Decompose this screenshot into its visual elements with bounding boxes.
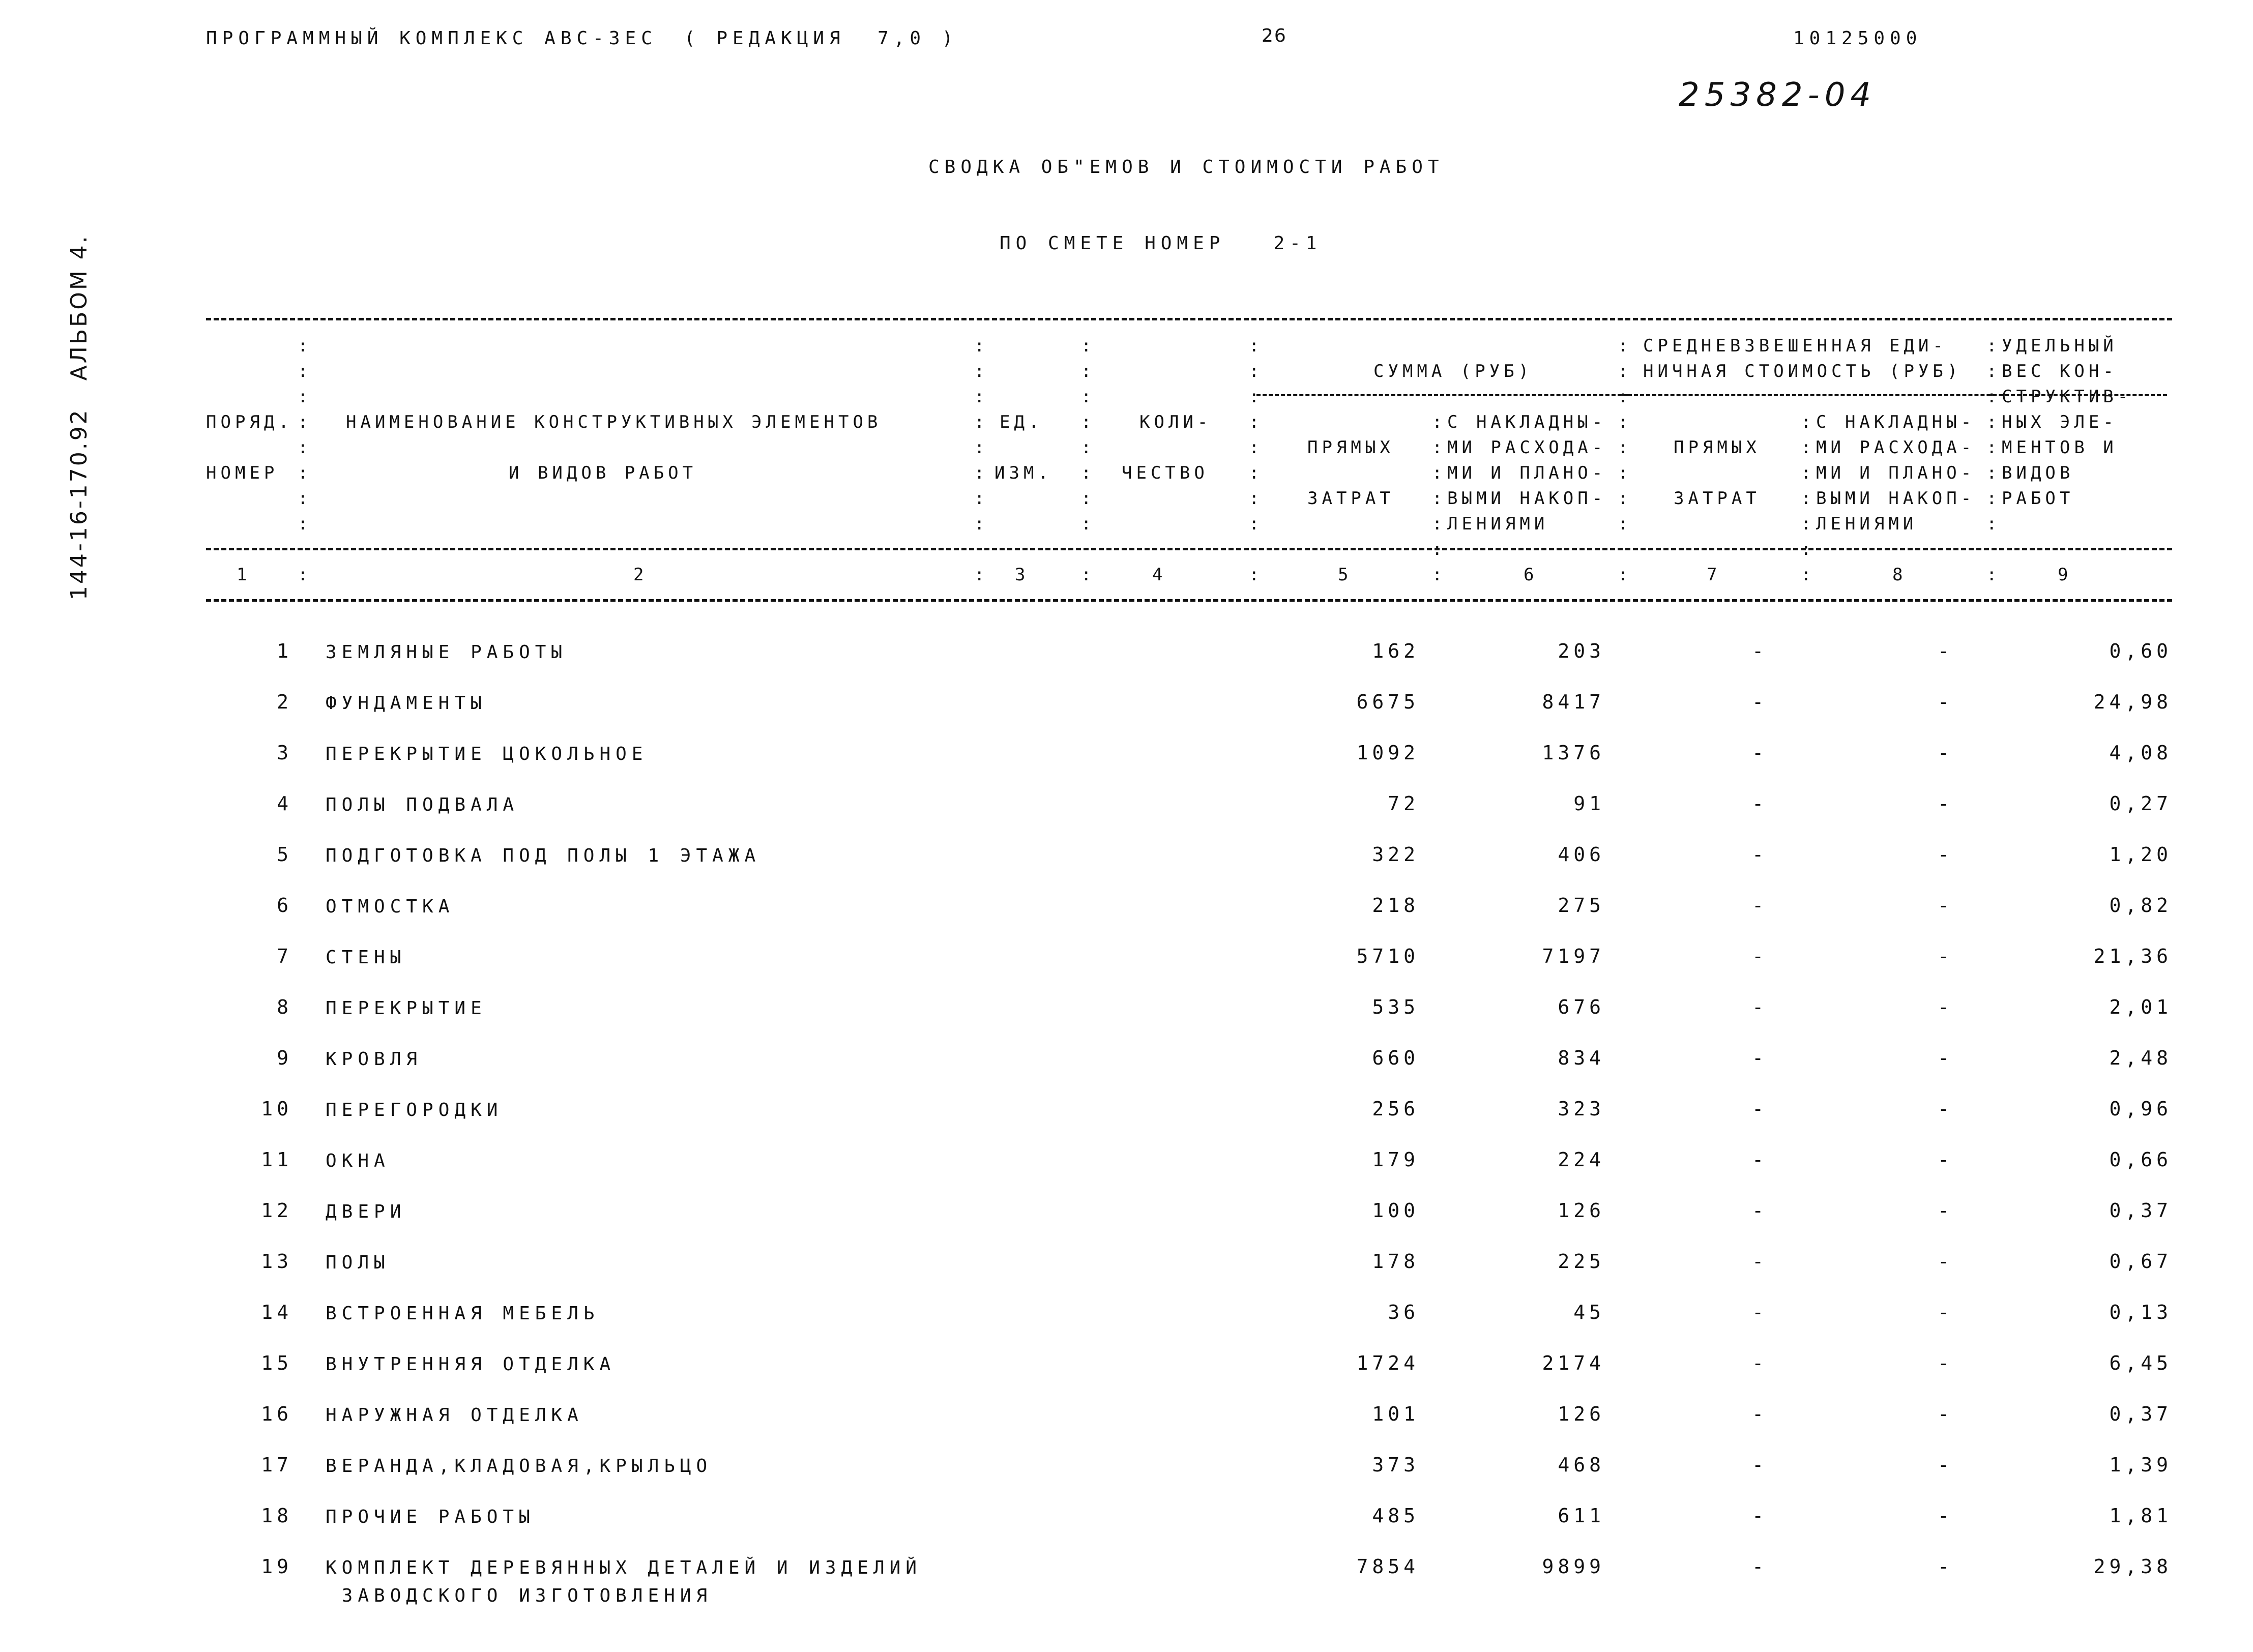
row-avg-overhead: -: [1938, 996, 1953, 1018]
col8-header-line2: МИ РАСХОДА-: [1816, 437, 1976, 458]
row-direct-cost: 256: [1372, 1098, 1419, 1120]
row-number: 5: [277, 843, 292, 866]
col9-header-line6: ВИДОВ: [2002, 463, 2074, 483]
row-overhead-cost: 7197: [1542, 945, 1605, 967]
row-name: ПОЛЫ: [326, 1252, 390, 1273]
row-avg-overhead: -: [1938, 1199, 1953, 1222]
col-separator: :: [1986, 565, 1997, 585]
row-direct-cost: 1092: [1356, 742, 1419, 764]
row-number: 14: [261, 1301, 292, 1323]
row-direct-cost: 179: [1372, 1148, 1419, 1171]
row-avg-direct: -: [1752, 1301, 1768, 1323]
row-avg-overhead: -: [1938, 1555, 1953, 1578]
document-subtitle: ПО СМЕТЕ НОМЕР 2-1: [1000, 233, 1322, 254]
row-name: СТЕНЫ: [326, 947, 406, 968]
row-share: 0,37: [2109, 1403, 2172, 1425]
row-direct-cost: 322: [1372, 843, 1419, 866]
row-direct-cost: 72: [1388, 792, 1419, 815]
col-separator: : : : : : : : :: [1618, 336, 1628, 534]
header-bottom-rule: [206, 548, 2172, 550]
row-direct-cost: 1724: [1356, 1352, 1419, 1374]
col-separator: : : : : : : : :: [298, 336, 308, 534]
row-avg-direct: -: [1752, 742, 1768, 764]
avg-group-header-line2: НИЧНАЯ СТОИМОСТЬ (РУБ): [1643, 361, 1962, 381]
row-share: 4,08: [2109, 742, 2172, 764]
col3-header-line1: ЕД.: [1000, 412, 1043, 432]
row-share: 0,67: [2109, 1250, 2172, 1273]
col-number: 9: [2058, 565, 2072, 585]
row-share: 0,82: [2109, 894, 2172, 917]
row-share: 0,37: [2109, 1199, 2172, 1222]
row-number: 7: [277, 945, 292, 967]
col7-header-line1: ПРЯМЫХ: [1674, 437, 1761, 458]
col-separator: :: [974, 565, 985, 585]
row-name: ВЕРАНДА,КЛАДОВАЯ,КРЫЛЬЦО: [326, 1456, 713, 1477]
row-share: 2,48: [2109, 1047, 2172, 1069]
row-share: 0,60: [2109, 640, 2172, 662]
row-number: 19: [261, 1555, 292, 1578]
row-avg-overhead: -: [1938, 1148, 1953, 1171]
row-name: ПОДГОТОВКА ПОД ПОЛЫ 1 ЭТАЖА: [326, 845, 761, 866]
row-avg-direct: -: [1752, 1454, 1768, 1476]
row-avg-direct: -: [1752, 640, 1768, 662]
row-direct-cost: 178: [1372, 1250, 1419, 1273]
row-overhead-cost: 91: [1573, 792, 1605, 815]
row-name: ЗЕМЛЯНЫЕ РАБОТЫ: [326, 642, 568, 663]
row-name: КОМПЛЕКТ ДЕРЕВЯННЫХ ДЕТАЛЕЙ И ИЗДЕЛИЙ ЗАВОДСКОГО ИЗГОТОВЛЕНИЯ: [326, 1557, 922, 1606]
row-overhead-cost: 676: [1558, 996, 1605, 1018]
col-number: 5: [1338, 565, 1353, 585]
row-share: 1,81: [2109, 1504, 2172, 1527]
row-name: КРОВЛЯ: [326, 1049, 423, 1070]
sum-group-header: СУММА (РУБ): [1373, 361, 1533, 381]
row-avg-direct: -: [1752, 691, 1768, 713]
row-avg-overhead: -: [1938, 843, 1953, 866]
col8-header-line4: ВЫМИ НАКОП-: [1816, 488, 1976, 509]
row-avg-direct: -: [1752, 1403, 1768, 1425]
row-number: 15: [261, 1352, 292, 1374]
row-overhead-cost: 1376: [1542, 742, 1605, 764]
col-number: 2: [633, 565, 648, 585]
row-avg-overhead: -: [1938, 1504, 1953, 1527]
row-avg-direct: -: [1752, 843, 1768, 866]
row-direct-cost: 5710: [1356, 945, 1419, 967]
row-number: 13: [261, 1250, 292, 1273]
row-overhead-cost: 468: [1558, 1454, 1605, 1476]
row-avg-overhead: -: [1938, 691, 1953, 713]
col6-header-line1: С НАКЛАДНЫ-: [1447, 412, 1607, 432]
col2-header-line2: И ВИДОВ РАБОТ: [509, 463, 697, 483]
col4-header-line2: ЧЕСТВО: [1122, 463, 1209, 483]
row-avg-overhead: -: [1938, 1301, 1953, 1323]
col9-header-line4: НЫХ ЭЛЕ-: [2002, 412, 2118, 432]
row-direct-cost: 535: [1372, 996, 1419, 1018]
row-overhead-cost: 275: [1558, 894, 1605, 917]
col6-header-line5: ЛЕНИЯМИ: [1447, 514, 1549, 534]
col-separator: :: [1801, 565, 1811, 585]
col-separator: :: [1618, 565, 1628, 585]
row-avg-overhead: -: [1938, 792, 1953, 815]
column-numbers-rule: [206, 599, 2172, 602]
row-number: 9: [277, 1047, 292, 1069]
row-name: НАРУЖНАЯ ОТДЕЛКА: [326, 1405, 583, 1426]
row-avg-overhead: -: [1938, 640, 1953, 662]
row-avg-direct: -: [1752, 996, 1768, 1018]
col6-header-line3: МИ И ПЛАНО-: [1447, 463, 1607, 483]
col8-header-line1: С НАКЛАДНЫ-: [1816, 412, 1976, 432]
row-avg-direct: -: [1752, 945, 1768, 967]
col9-header-line7: РАБОТ: [2002, 488, 2074, 509]
col-number: 4: [1152, 565, 1167, 585]
row-share: 1,39: [2109, 1454, 2172, 1476]
row-direct-cost: 7854: [1356, 1555, 1419, 1578]
row-number: 18: [261, 1504, 292, 1527]
row-name: ПЕРЕГОРОДКИ: [326, 1100, 503, 1120]
col6-header-line4: ВЫМИ НАКОП-: [1447, 488, 1607, 509]
col-separator: :: [298, 565, 308, 585]
col-separator: :: [1081, 565, 1092, 585]
row-name: ПРОЧИЕ РАБОТЫ: [326, 1507, 535, 1527]
col-separator: : : : : : : : :: [1986, 336, 1997, 534]
row-avg-overhead: -: [1938, 742, 1953, 764]
col-separator: :: [1432, 565, 1443, 585]
row-avg-overhead: -: [1938, 945, 1953, 967]
row-overhead-cost: 203: [1558, 640, 1605, 662]
row-avg-overhead: -: [1938, 1047, 1953, 1069]
document-code: 10125000: [1793, 28, 1922, 49]
row-avg-direct: -: [1752, 1199, 1768, 1222]
col-separator: : : : : : : : :: [974, 336, 985, 534]
row-number: 17: [261, 1454, 292, 1476]
row-share: 6,45: [2109, 1352, 2172, 1374]
document-title: СВОДКА ОБ"ЕМОВ И СТОИМОСТИ РАБОТ: [928, 157, 1444, 178]
row-overhead-cost: 323: [1558, 1098, 1605, 1120]
row-overhead-cost: 45: [1573, 1301, 1605, 1323]
row-avg-overhead: -: [1938, 1250, 1953, 1273]
row-overhead-cost: 224: [1558, 1148, 1605, 1171]
row-avg-direct: -: [1752, 1148, 1768, 1171]
row-name: ВСТРОЕННАЯ МЕБЕЛЬ: [326, 1303, 600, 1324]
row-avg-direct: -: [1752, 1098, 1768, 1120]
row-number: 12: [261, 1199, 292, 1222]
col1-header-line1: ПОРЯД.: [206, 412, 293, 432]
row-name: ОТМОСТКА: [326, 896, 455, 917]
col4-header-line1: КОЛИ-: [1139, 412, 1212, 432]
row-overhead-cost: 126: [1558, 1403, 1605, 1425]
col-number: 7: [1707, 565, 1721, 585]
row-share: 29,38: [2093, 1555, 2172, 1578]
row-avg-overhead: -: [1938, 1454, 1953, 1476]
row-direct-cost: 101: [1372, 1403, 1419, 1425]
row-overhead-cost: 8417: [1542, 691, 1605, 713]
col3-header-line2: ИЗМ.: [994, 463, 1052, 483]
row-name: ПОЛЫ ПОДВАЛА: [326, 794, 519, 815]
row-name: ОКНА: [326, 1150, 390, 1171]
col-number: 3: [1015, 565, 1030, 585]
col-number: 8: [1892, 565, 1907, 585]
row-number: 2: [277, 691, 292, 713]
row-number: 1: [277, 640, 292, 662]
row-name: ПЕРЕКРЫТИЕ ЦОКОЛЬНОЕ: [326, 744, 648, 764]
row-share: 0,27: [2109, 792, 2172, 815]
row-share: 0,96: [2109, 1098, 2172, 1120]
header-top-rule: [206, 318, 2172, 320]
row-avg-overhead: -: [1938, 1403, 1953, 1425]
row-overhead-cost: 225: [1558, 1250, 1605, 1273]
row-share: 2,01: [2109, 996, 2172, 1018]
row-name: ВНУТРЕННЯЯ ОТДЕЛКА: [326, 1354, 616, 1375]
row-number: 8: [277, 996, 292, 1018]
col8-header-line5: ЛЕНИЯМИ: [1816, 514, 1918, 534]
row-overhead-cost: 2174: [1542, 1352, 1605, 1374]
row-number: 16: [261, 1403, 292, 1425]
row-direct-cost: 36: [1388, 1301, 1419, 1323]
row-overhead-cost: 406: [1558, 843, 1605, 866]
row-number: 4: [277, 792, 292, 815]
row-number: 10: [261, 1098, 292, 1120]
edition-label: ( РЕДАКЦИЯ 7,0 ): [684, 28, 958, 49]
avg-group-header-line1: СРЕДНЕВЗВЕШЕННАЯ ЕДИ-: [1643, 336, 1947, 356]
row-share: 0,13: [2109, 1301, 2172, 1323]
col6-header-line2: МИ РАСХОДА-: [1447, 437, 1607, 458]
row-avg-overhead: -: [1938, 1352, 1953, 1374]
row-overhead-cost: 834: [1558, 1047, 1605, 1069]
row-avg-direct: -: [1752, 1047, 1768, 1069]
row-avg-direct: -: [1752, 1504, 1768, 1527]
row-overhead-cost: 126: [1558, 1199, 1605, 1222]
col9-header-line5: МЕНТОВ И: [2002, 437, 2118, 458]
row-avg-overhead: -: [1938, 1098, 1953, 1120]
row-direct-cost: 100: [1372, 1199, 1419, 1222]
row-overhead-cost: 611: [1558, 1504, 1605, 1527]
row-direct-cost: 162: [1372, 640, 1419, 662]
row-number: 3: [277, 742, 292, 764]
col9-header-line1: УДЕЛЬНЫЙ: [2002, 336, 2118, 356]
row-name: ДВЕРИ: [326, 1201, 406, 1222]
row-overhead-cost: 9899: [1542, 1555, 1605, 1578]
col8-header-line3: МИ И ПЛАНО-: [1816, 463, 1976, 483]
row-share: 1,20: [2109, 843, 2172, 866]
row-avg-direct: -: [1752, 1555, 1768, 1578]
side-album-label: 144-16-170.92 АЛЬБОМ 4.: [66, 234, 92, 600]
row-avg-overhead: -: [1938, 894, 1953, 917]
row-number: 6: [277, 894, 292, 917]
handwritten-code: 25382-04: [1679, 76, 1877, 114]
row-direct-cost: 6675: [1356, 691, 1419, 713]
col7-header-line2: ЗАТРАТ: [1674, 488, 1761, 509]
col-separator: : : : : : : : :: [1081, 336, 1092, 534]
row-share: 0,66: [2109, 1148, 2172, 1171]
row-direct-cost: 485: [1372, 1504, 1419, 1527]
row-number: 11: [261, 1148, 292, 1171]
row-share: 21,36: [2093, 945, 2172, 967]
row-direct-cost: 218: [1372, 894, 1419, 917]
col-number: 1: [237, 565, 251, 585]
col-separator: : : : : : :: [1801, 412, 1811, 559]
col-number: 6: [1524, 565, 1538, 585]
row-avg-direct: -: [1752, 894, 1768, 917]
col1-header-line2: НОМЕР: [206, 463, 279, 483]
row-direct-cost: 660: [1372, 1047, 1419, 1069]
row-avg-direct: -: [1752, 1250, 1768, 1273]
col5-header-line1: ПРЯМЫХ: [1307, 437, 1394, 458]
page-number: 26: [1262, 25, 1287, 46]
col-separator: : : : : : : : :: [1249, 336, 1260, 534]
col5-header-line2: ЗАТРАТ: [1307, 488, 1394, 509]
program-name: ПРОГРАММНЫЙ КОМПЛЕКС АВС-3ЕС: [206, 28, 657, 49]
row-name: ПЕРЕКРЫТИЕ: [326, 998, 487, 1019]
row-avg-direct: -: [1752, 1352, 1768, 1374]
col-separator: :: [1249, 565, 1260, 585]
col-separator: : : : : : :: [1432, 412, 1443, 559]
col2-header-line1: НАИМЕНОВАНИЕ КОНСТРУКТИВНЫХ ЭЛЕМЕНТОВ: [346, 412, 882, 432]
row-share: 24,98: [2093, 691, 2172, 713]
col9-header-line3: СТРУКТИВ-: [2002, 387, 2132, 407]
col9-header-line2: ВЕС КОН-: [2002, 361, 2118, 381]
sum-group-rule: [1256, 394, 1628, 396]
row-name: ФУНДАМЕНТЫ: [326, 693, 487, 714]
row-direct-cost: 373: [1372, 1454, 1419, 1476]
row-avg-direct: -: [1752, 792, 1768, 815]
